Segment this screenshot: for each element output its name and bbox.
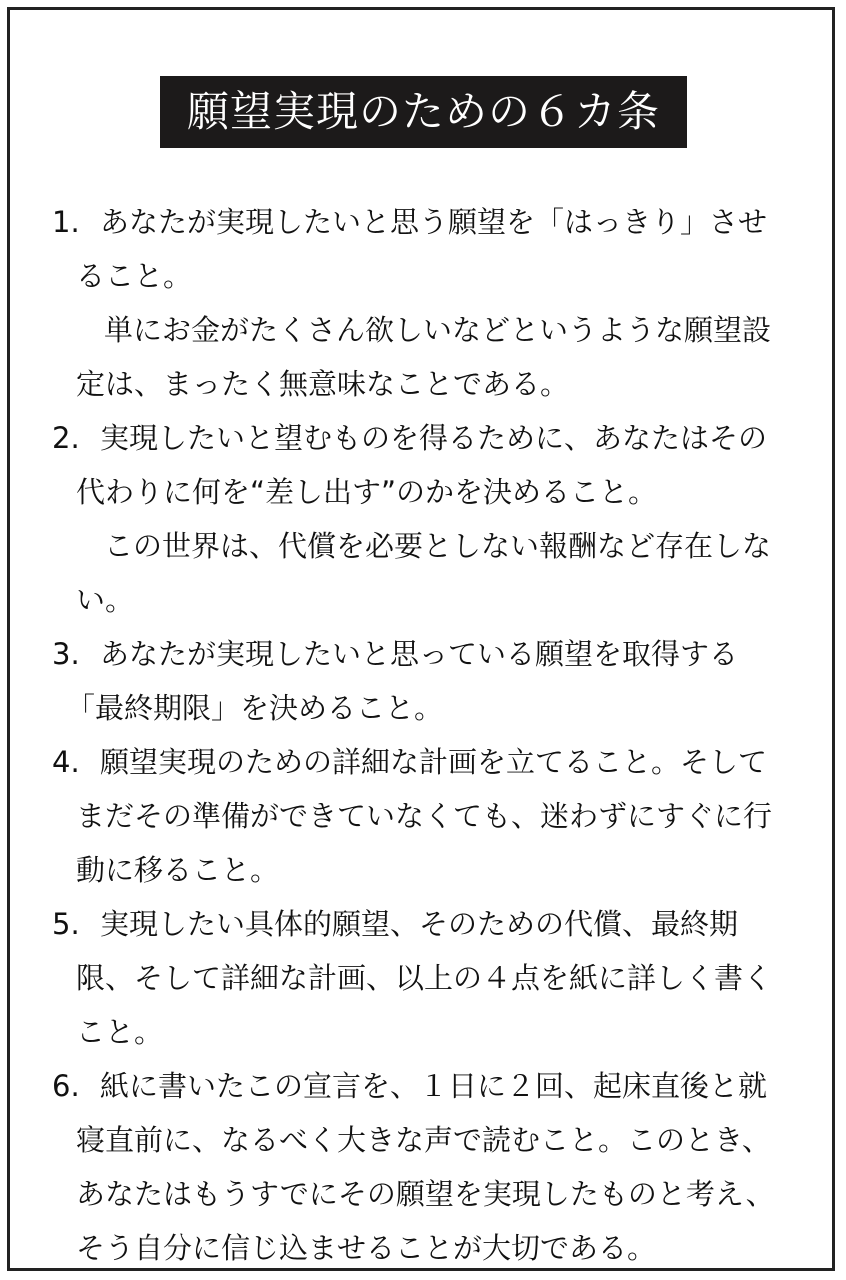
list-item-2-line-4: い。 [76,583,135,617]
list-item-4-line-2: まだその準備ができていなくても、迷わずにすぐに行 [76,799,773,833]
list-item-4-line-3: 動に移ること。 [76,853,280,887]
list-item-1-line-4: 定は、まったく無意味なことである。 [76,367,570,401]
item-number-3: 3. [52,637,80,671]
list-item-2-line-3: この世界は、代償を必要としない報酬など存在しな [104,529,772,563]
list-item-1-line-2: ること。 [76,259,193,293]
list-item-5-line-2: 限、そして詳細な計画、以上の４点を紙に詳しく書く [76,961,773,995]
list-item-6-line-4: そう自分に信じ込ませることが大切である。 [76,1231,657,1265]
list-item-3-line-2: 「最終期限」を決めること。 [66,691,444,725]
list-item-4-line-1: 4. 願望実現のための詳細な計画を立てること。そして [52,742,767,782]
list-item-5-line-1: 5. 実現したい具体的願望、そのための代償、最終期 [52,904,738,944]
list-item-3-line-1: 3. あなたが実現したいと思っている願望を取得する [52,634,738,674]
list-item-5-line-3: こと。 [76,1015,164,1049]
item-number-2: 2. [52,421,80,455]
item-number-6: 6. [52,1069,80,1103]
item-number-1: 1. [52,205,80,239]
list-item-6-line-3: あなたはもうすでにその願望を実現したものと考え、 [76,1177,775,1211]
item-number-5: 5. [52,907,80,941]
list-item-6-line-2: 寝直前に、なるべく大きな声で読むこと。このとき、 [76,1123,771,1157]
item-number-4: 4. [52,745,80,779]
list-item-6-line-1: 6. 紙に書いたこの宣言を、１日に２回、起床直後と就 [52,1066,767,1106]
list-item-2-line-1: 2. 実現したいと望むものを得るために、あなたはその [52,418,767,458]
list-item-2-line-2: 代わりに何を“差し出す”のかを決めること。 [76,475,658,509]
list-item-1-line-3: 単にお金がたくさん欲しいなどというような願望設 [104,313,772,347]
list-item-1-line-1: 1. あなたが実現したいと思う願望を「はっきり」させ [52,202,767,242]
page-title: 願望実現のための６カ条 [160,76,687,148]
